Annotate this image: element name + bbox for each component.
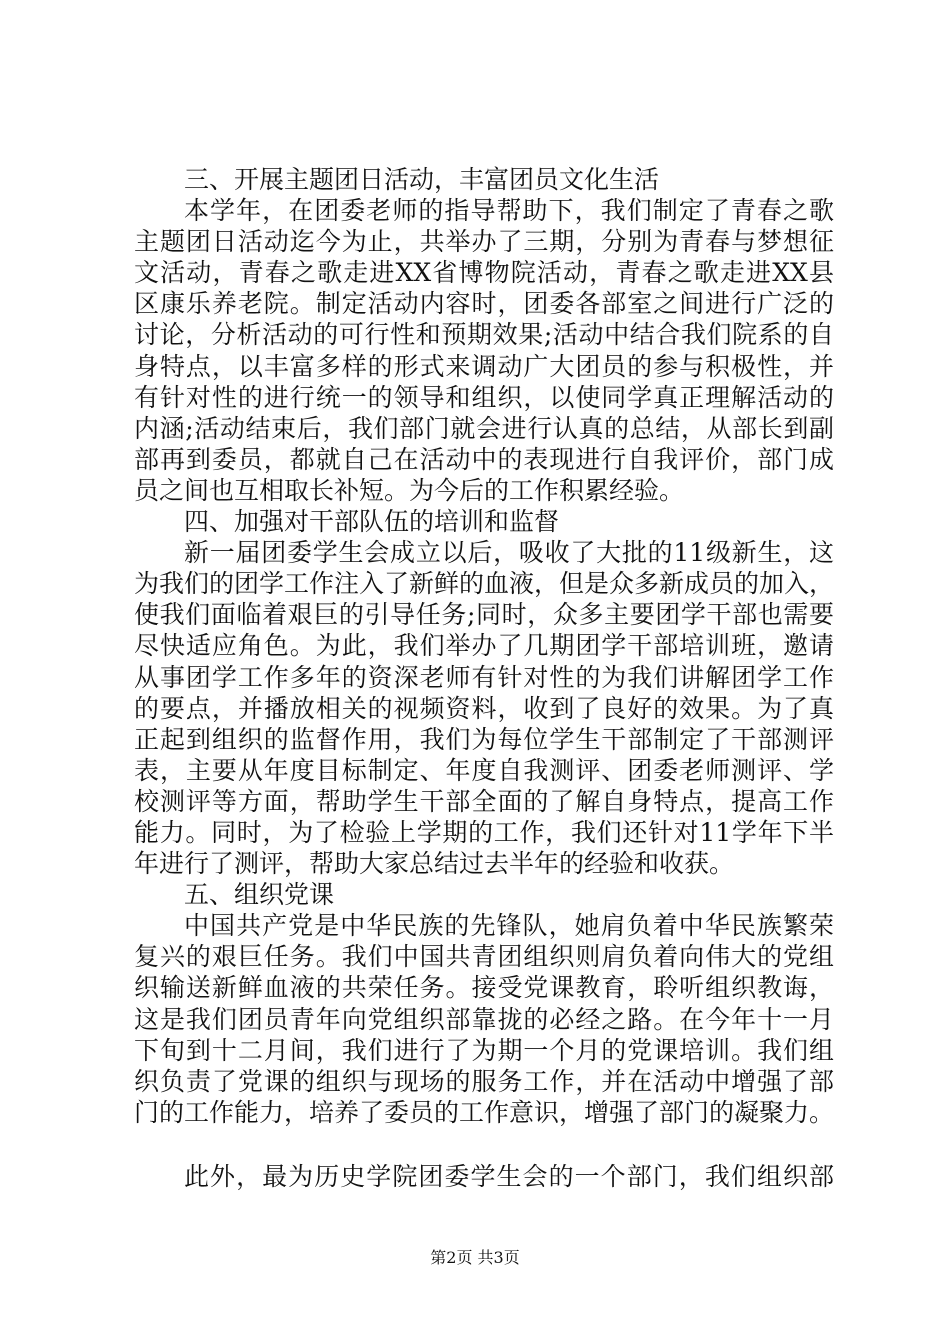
text-line: 内涵;活动结束后，我们部门就会进行认真的总结，从部长到副 [134,413,834,443]
text-line: 的要点，并播放相关的视频资料，收到了良好的效果。为了真 [134,693,834,723]
text-line: 织负责了党课的组织与现场的服务工作，并在活动中增强了部 [134,1066,834,1096]
text-line: 此外，最为历史学院团委学生会的一个部门，我们组织部 [184,1161,834,1191]
text-line: 尽快适应角色。为此，我们举办了几期团学干部培训班，邀请 [134,631,834,661]
text-line: 复兴的艰巨任务。我们中国共青团组织则肩负着向伟大的党组 [134,942,834,972]
text-line: 三、开展主题团日活动，丰富团员文化生活 [184,165,660,194]
text-line: 身特点，以丰富多样的形式来调动广大团员的参与积极性，并 [134,351,834,381]
text-line: 讨论，分析活动的可行性和预期效果;活动中结合我们院系的自 [134,320,834,350]
text-line: 中国共产党是中华民族的先锋队，她肩负着中华民族繁荣 [184,911,834,941]
text-line: 表，主要从年度目标制定、年度自我测评、团委老师测评、学 [134,755,834,785]
text-line: 文活动，青春之歌走进XX省博物院活动，青春之歌走进XX县 [134,258,834,288]
text-line: 从事团学工作多年的资深老师有针对性的为我们讲解团学工作 [134,662,834,692]
text-line: 部再到委员，都就自己在活动中的表现进行自我评价，部门成 [134,444,834,474]
text-line: 正起到组织的监督作用，我们为每位学生干部制定了干部测评 [134,724,834,754]
text-line: 能力。同时，为了检验上学期的工作，我们还针对11学年下半 [134,817,834,847]
text-line: 门的工作能力，培养了委员的工作意识，增强了部门的凝聚力。 [134,1097,835,1127]
text-line: 本学年，在团委老师的指导帮助下，我们制定了青春之歌 [184,196,834,226]
text-line: 年进行了测评，帮助大家总结过去半年的经验和收获。 [134,849,735,879]
text-line: 有针对性的进行统一的领导和组织，以使同学真正理解活动的 [134,382,834,412]
text-line: 校测评等方面，帮助学生干部全面的了解自身特点，提高工作 [134,786,834,816]
text-line: 四、加强对干部队伍的培训和监督 [184,507,560,537]
text-line: 使我们面临着艰巨的引导任务;同时，众多主要团学干部也需要 [134,600,834,630]
text-line: 下旬到十二月间，我们进行了为期一个月的党课培训。我们组 [134,1035,834,1065]
text-line: 五、组织党课 [184,880,335,910]
page-footer: 第2页 共3页 [430,1248,520,1267]
text-line: 主题团日活动迄今为止，共举办了三期，分别为青春与梦想征 [134,227,834,257]
text-line: 这是我们团员青年向党组织部靠拢的必经之路。在今年十一月 [134,1004,834,1034]
text-line: 为我们的团学工作注入了新鲜的血液，但是众多新成员的加入， [134,569,835,599]
text-line: 员之间也互相取长补短。为今后的工作积累经验。 [134,475,685,505]
text-line: 新一届团委学生会成立以后，吸收了大批的11级新生，这 [184,538,834,568]
document-body [134,164,834,1192]
text-line: 区康乐养老院。制定活动内容时，团委各部室之间进行广泛的 [134,289,834,319]
text-line: 织输送新鲜血液的共荣任务。接受党课教育，聆听组织教诲， [134,973,834,1003]
